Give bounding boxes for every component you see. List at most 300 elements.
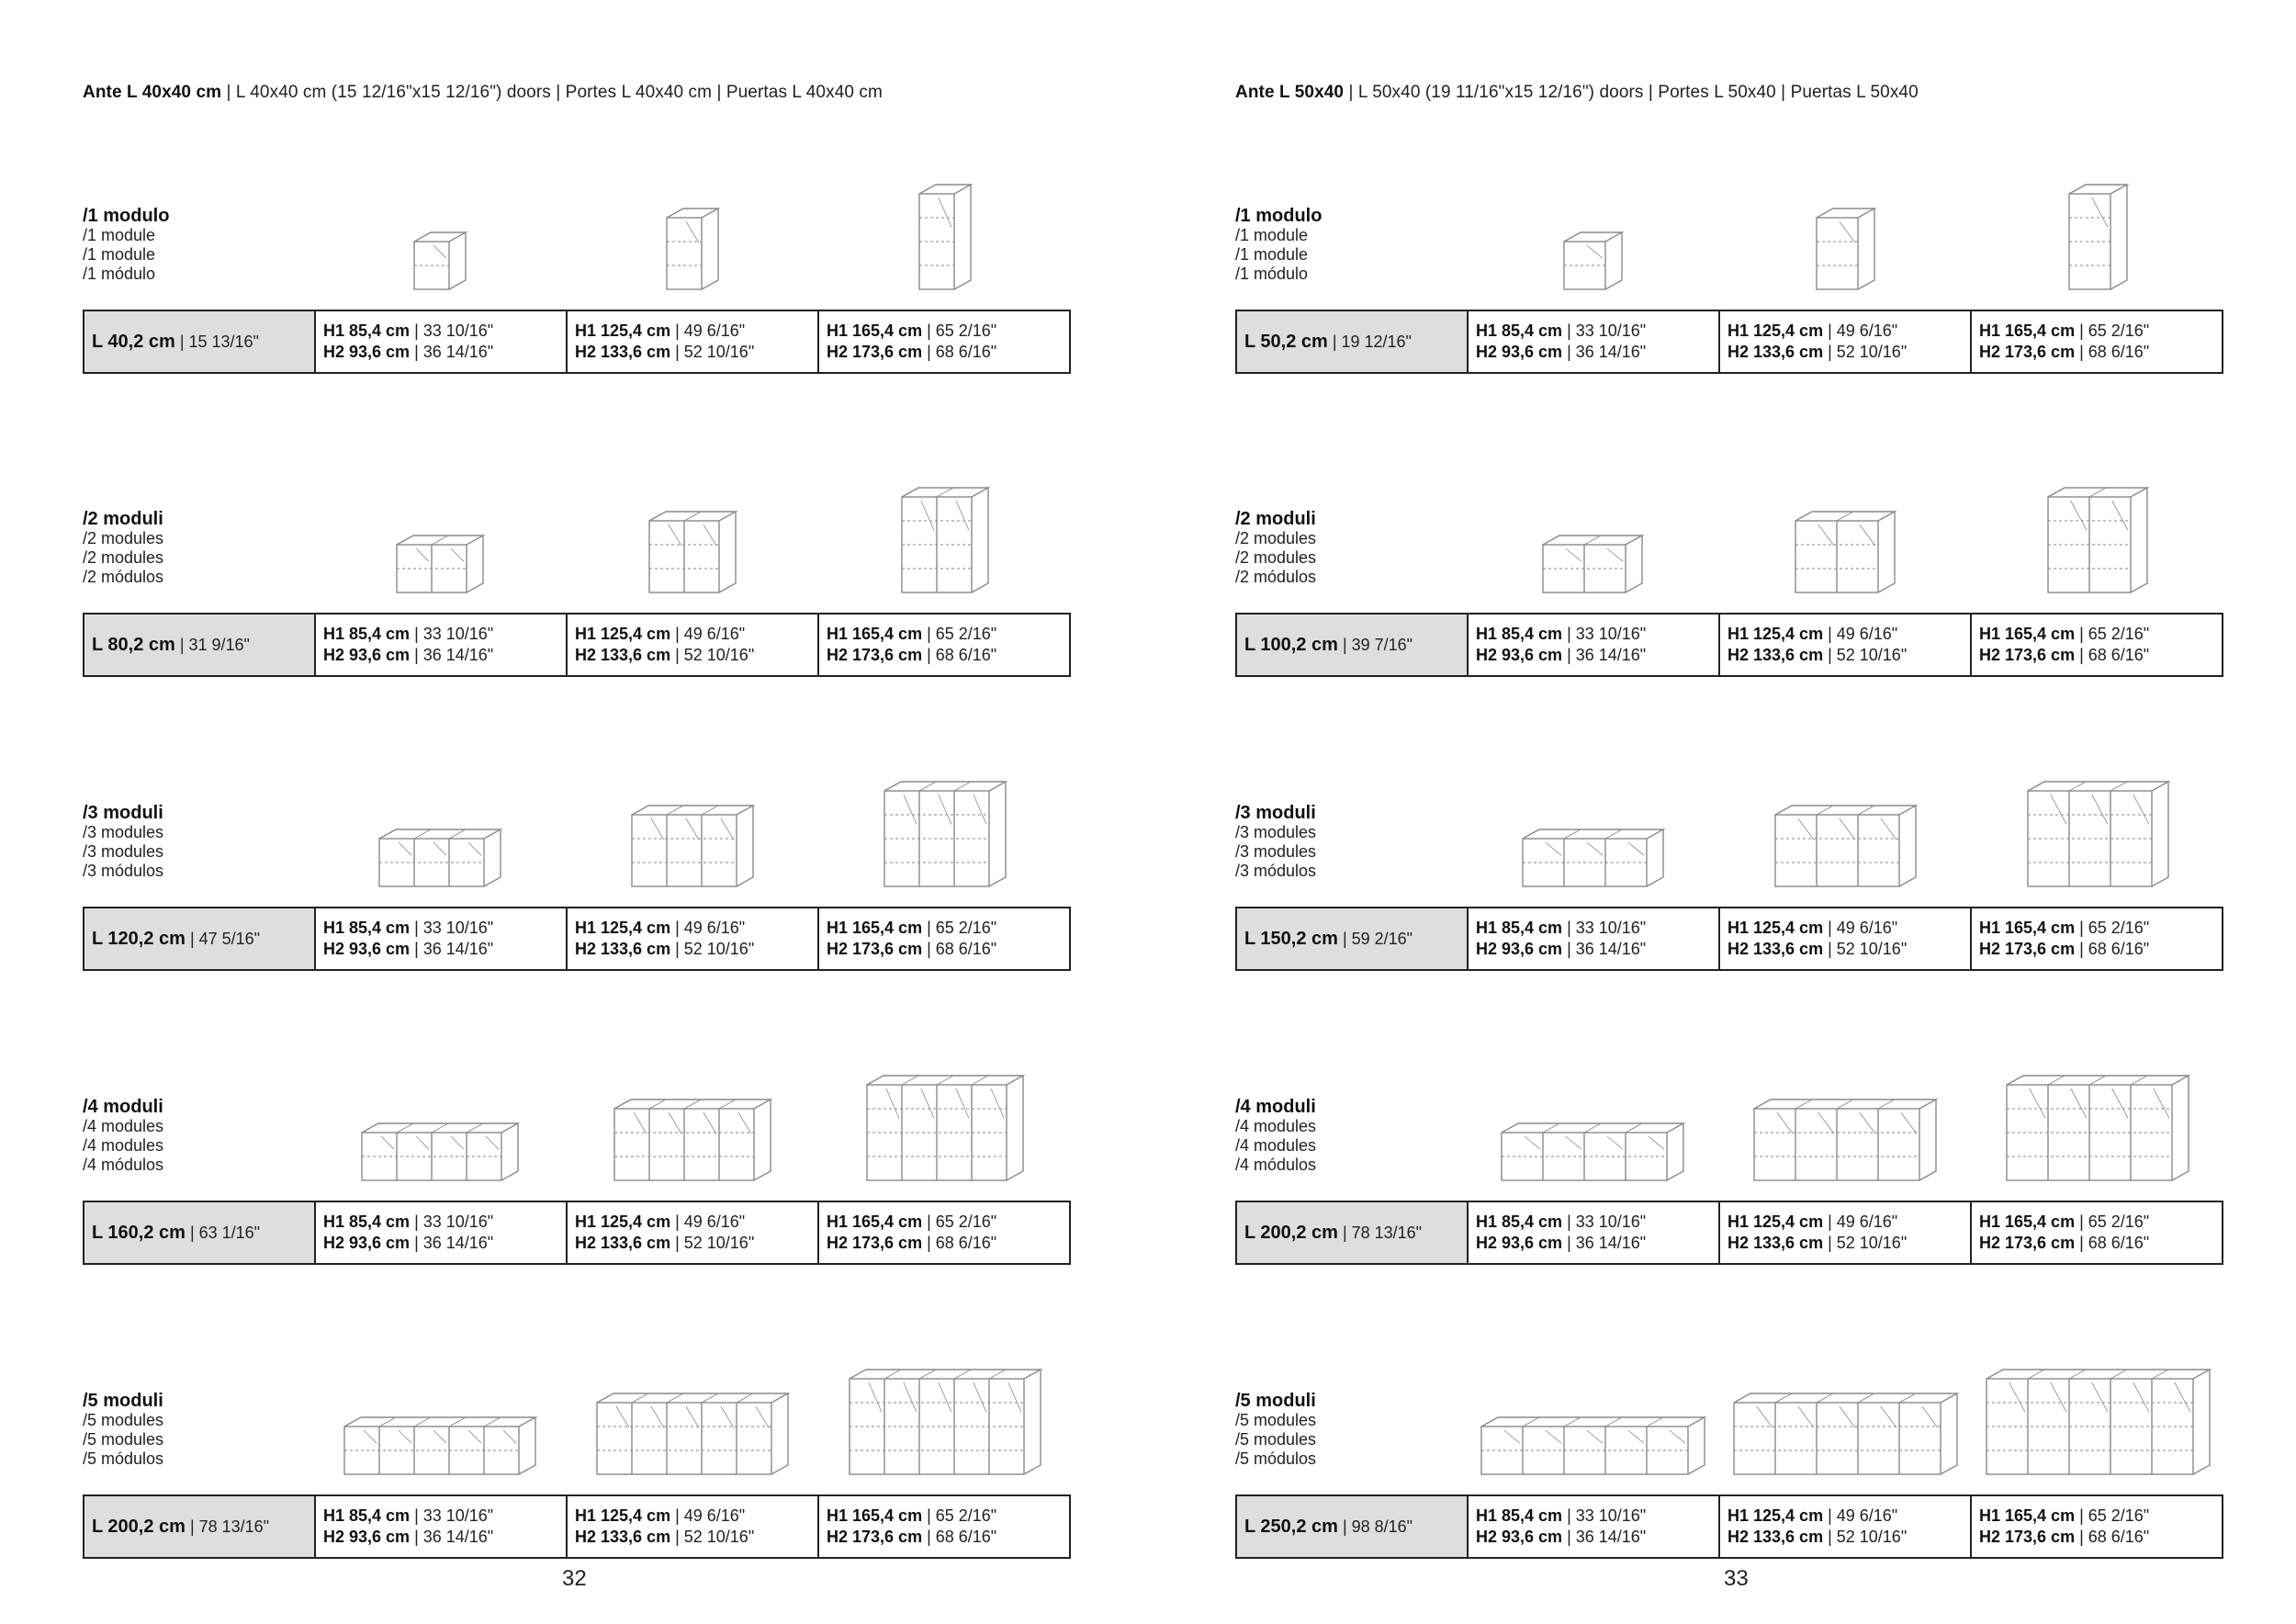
width-cm: L 40,2 cm [92, 331, 175, 352]
h1-cm: H1 85,4 cm [323, 919, 411, 937]
bookcase-drawing [1985, 1368, 2213, 1478]
height-cell [818, 310, 1070, 373]
width-cell [1236, 1495, 1468, 1558]
h2-line [575, 342, 810, 363]
height-cell [1719, 1201, 1971, 1264]
width-inches: | 15 13/16" [174, 332, 259, 351]
width-inches: | 47 5/16" [185, 929, 261, 948]
bookcase-drawing [412, 231, 469, 293]
bookcase-drawing [1480, 1415, 1708, 1478]
h2-inches: | 36 14/16" [410, 1234, 494, 1252]
h1-cm: H1 85,4 cm [1476, 1212, 1563, 1231]
module-labels [83, 1098, 163, 1175]
h2-inches: | 52 10/16" [670, 646, 755, 664]
h2-cm: H2 133,6 cm [1728, 940, 1824, 958]
height-cell [1468, 310, 1719, 373]
h1-cm: H1 165,4 cm [1979, 625, 2076, 643]
h1-cm: H1 125,4 cm [575, 1506, 671, 1525]
module-title: /1 modulo [83, 206, 170, 226]
h1-line [827, 1506, 1062, 1527]
height-cell [315, 614, 567, 676]
h2-line [827, 1527, 1062, 1548]
h1-inches: | 33 10/16" [1562, 919, 1647, 937]
height-cell [1971, 310, 2223, 373]
h2-inches: | 52 10/16" [670, 1234, 755, 1252]
h1-line [827, 1212, 1062, 1233]
h1-cm: H1 165,4 cm [827, 321, 923, 340]
width-cm: L 200,2 cm [1244, 1222, 1338, 1243]
h2-line [323, 939, 558, 960]
module-translation: /3 modules [83, 842, 164, 861]
h1-inches: | 65 2/16" [2075, 625, 2150, 643]
h1-inches: | 33 10/16" [410, 625, 494, 643]
width-inches: | 98 8/16" [1337, 1517, 1413, 1536]
bookcase-drawing [1500, 1122, 1687, 1184]
height-cell [818, 1201, 1070, 1264]
height-cell [1468, 614, 1719, 676]
h2-inches: | 52 10/16" [1823, 646, 1908, 664]
module-translation: /2 módulos [1235, 568, 1317, 586]
h1-line [575, 321, 810, 342]
h2-cm: H2 133,6 cm [575, 1234, 671, 1252]
page-header [83, 83, 883, 103]
dimensions-table [83, 1201, 1071, 1265]
h2-line [323, 1233, 558, 1254]
bookcase-drawing [883, 780, 1009, 890]
h2-inches: | 68 6/16" [922, 1234, 997, 1252]
width-cell [84, 614, 315, 676]
module-translation: /5 modules [83, 1411, 164, 1429]
width-inches: | 19 12/16" [1327, 332, 1412, 351]
h2-line [1979, 1527, 2214, 1548]
h1-inches: | 33 10/16" [1562, 625, 1647, 643]
h2-cm: H2 173,6 cm [1979, 940, 2076, 958]
h1-cm: H1 85,4 cm [1476, 1506, 1563, 1525]
h1-inches: | 49 6/16" [670, 1212, 746, 1231]
h1-line [1979, 1506, 2214, 1527]
h1-cm: H1 85,4 cm [1476, 625, 1563, 643]
module-translation: /5 módulos [83, 1449, 164, 1468]
h2-inches: | 36 14/16" [1562, 1528, 1647, 1546]
h1-inches: | 65 2/16" [922, 1212, 997, 1231]
dimensions-table [83, 907, 1071, 971]
height-cell [818, 1495, 1070, 1558]
module-title: /1 modulo [1235, 206, 1322, 226]
module-translation: /4 modules [1235, 1136, 1317, 1155]
bookcase-drawing [865, 1074, 1027, 1184]
h2-cm: H2 173,6 cm [827, 343, 923, 361]
width-cm: L 50,2 cm [1244, 331, 1328, 352]
h2-cm: H2 93,6 cm [323, 1234, 411, 1252]
dimensions-table [1235, 310, 2223, 374]
width-cm: L 200,2 cm [92, 1516, 186, 1537]
bookcase-drawing [360, 1122, 522, 1184]
h2-line [323, 645, 558, 666]
h1-inches: | 49 6/16" [670, 321, 746, 340]
bookcase-drawing [647, 510, 739, 596]
h1-cm: H1 125,4 cm [1728, 1506, 1824, 1525]
h2-cm: H2 93,6 cm [1476, 1528, 1563, 1546]
h1-line [323, 1506, 558, 1527]
width-inches: | 78 13/16" [1337, 1223, 1423, 1242]
height-cell [1971, 1495, 2223, 1558]
h1-inches: | 49 6/16" [1823, 919, 1898, 937]
width-cm: L 100,2 cm [1244, 634, 1338, 655]
height-cell [1719, 614, 1971, 676]
h1-cm: H1 165,4 cm [1979, 321, 2076, 340]
bookcase-drawing [377, 828, 504, 890]
bookcase-drawing [1794, 510, 1898, 596]
module-translation: /4 módulos [83, 1156, 164, 1174]
h1-cm: H1 125,4 cm [1728, 1212, 1824, 1231]
h2-inches: | 36 14/16" [1562, 940, 1647, 958]
h2-cm: H2 93,6 cm [1476, 940, 1563, 958]
height-cell [567, 908, 818, 970]
h2-cm: H2 133,6 cm [1728, 646, 1824, 664]
bookcase-drawing [2005, 1074, 2192, 1184]
height-cell [818, 908, 1070, 970]
h1-line [575, 1212, 810, 1233]
h2-cm: H2 133,6 cm [575, 940, 671, 958]
h2-line [575, 1233, 810, 1254]
h1-inches: | 65 2/16" [922, 625, 997, 643]
h1-inches: | 33 10/16" [410, 919, 494, 937]
h1-cm: H1 165,4 cm [827, 919, 923, 937]
h1-cm: H1 125,4 cm [575, 1212, 671, 1231]
h2-inches: | 36 14/16" [410, 940, 494, 958]
h2-line [1979, 645, 2214, 666]
h1-cm: H1 125,4 cm [575, 321, 671, 340]
module-translation: /5 modules [83, 1430, 164, 1449]
h1-line [575, 1506, 810, 1527]
width-inches: | 59 2/16" [1337, 929, 1413, 948]
h2-cm: H2 93,6 cm [323, 646, 411, 664]
h1-inches: | 65 2/16" [2075, 1506, 2150, 1525]
bookcase-drawing [1815, 207, 1878, 293]
h2-line [323, 1527, 558, 1548]
h1-line [323, 321, 558, 342]
h1-inches: | 33 10/16" [410, 1212, 494, 1231]
h2-line [575, 1527, 810, 1548]
dimensions-table [83, 310, 1071, 374]
module-labels [1235, 207, 1322, 284]
bookcase-drawing [1732, 1392, 1961, 1478]
bookcase-drawing [343, 1415, 539, 1478]
h2-inches: | 68 6/16" [2075, 646, 2150, 664]
h2-inches: | 68 6/16" [922, 1528, 997, 1546]
h2-line [827, 939, 1062, 960]
module-title: /5 moduli [1235, 1391, 1316, 1411]
h1-line [1728, 1212, 1963, 1233]
module-translation: /3 modules [83, 823, 164, 841]
height-cell [818, 614, 1070, 676]
bookcase-drawing [2026, 780, 2172, 890]
h1-inches: | 49 6/16" [1823, 321, 1898, 340]
height-cell [1468, 1495, 1719, 1558]
h1-inches: | 33 10/16" [1562, 321, 1647, 340]
header-title: Ante L 50x40 [1235, 83, 1345, 102]
module-translation: /5 modules [1235, 1430, 1317, 1449]
height-cell [1468, 908, 1719, 970]
h2-line [1979, 1233, 2214, 1254]
page-number: 32 [562, 1566, 587, 1591]
h2-cm: H2 93,6 cm [1476, 343, 1563, 361]
width-cm: L 120,2 cm [92, 928, 186, 949]
module-labels [83, 1392, 163, 1469]
h2-cm: H2 133,6 cm [575, 343, 671, 361]
h1-inches: | 49 6/16" [1823, 1506, 1898, 1525]
bookcase-drawing [665, 207, 722, 293]
h1-inches: | 65 2/16" [922, 321, 997, 340]
h1-line [827, 918, 1062, 939]
h1-cm: H1 165,4 cm [1979, 1212, 2076, 1231]
module-labels [1235, 1098, 1316, 1175]
h2-cm: H2 133,6 cm [1728, 1528, 1824, 1546]
header-title: Ante L 40x40 cm [83, 83, 222, 102]
h1-inches: | 49 6/16" [670, 625, 746, 643]
h2-inches: | 52 10/16" [1823, 1528, 1908, 1546]
h1-cm: H1 125,4 cm [1728, 919, 1824, 937]
module-labels [1235, 804, 1316, 881]
module-translation: /3 modules [1235, 823, 1317, 841]
h1-cm: H1 85,4 cm [1476, 919, 1563, 937]
module-translation: /4 modules [1235, 1117, 1317, 1135]
h2-line [575, 645, 810, 666]
width-inches: | 31 9/16" [174, 635, 250, 654]
h2-inches: | 68 6/16" [2075, 1234, 2150, 1252]
h2-cm: H2 93,6 cm [1476, 646, 1563, 664]
h1-cm: H1 85,4 cm [1476, 321, 1563, 340]
h1-cm: H1 165,4 cm [1979, 919, 2076, 937]
bookcase-drawing [900, 486, 992, 596]
h2-inches: | 36 14/16" [1562, 1234, 1647, 1252]
module-translation: /1 module [83, 226, 156, 244]
width-cm: L 160,2 cm [92, 1222, 186, 1243]
h1-inches: | 65 2/16" [922, 1506, 997, 1525]
h2-cm: H2 173,6 cm [827, 646, 923, 664]
h1-line [1476, 624, 1711, 645]
dimensions-table [1235, 907, 2223, 971]
h2-line [827, 645, 1062, 666]
h1-cm: H1 85,4 cm [323, 1212, 411, 1231]
h1-cm: H1 85,4 cm [323, 625, 411, 643]
h1-cm: H1 165,4 cm [1979, 1506, 2076, 1525]
h2-inches: | 52 10/16" [670, 1528, 755, 1546]
h1-line [1728, 624, 1963, 645]
height-cell [567, 310, 818, 373]
h1-line [827, 321, 1062, 342]
width-cell [84, 310, 315, 373]
h2-inches: | 36 14/16" [410, 646, 494, 664]
width-cell [1236, 614, 1468, 676]
height-cell [1971, 908, 2223, 970]
module-translation: /3 módulos [83, 862, 164, 880]
height-cell [1468, 1201, 1719, 1264]
h2-line [1476, 645, 1711, 666]
h2-cm: H2 93,6 cm [323, 940, 411, 958]
module-labels [1235, 1392, 1316, 1469]
h1-cm: H1 125,4 cm [575, 919, 671, 937]
h2-cm: H2 173,6 cm [827, 940, 923, 958]
h1-cm: H1 85,4 cm [323, 321, 411, 340]
height-cell [315, 908, 567, 970]
h2-inches: | 36 14/16" [1562, 343, 1647, 361]
header-subtitle: | L 40x40 cm (15 12/16"x15 12/16") doors | Portes L 40x40 cm | Puertas L 40x40 cm [221, 83, 883, 102]
width-cell [84, 1495, 315, 1558]
module-title: /3 moduli [83, 803, 163, 823]
h2-cm: H2 133,6 cm [1728, 1234, 1824, 1252]
module-translation: /1 módulo [1235, 265, 1309, 283]
h1-inches: | 65 2/16" [2075, 1212, 2150, 1231]
width-cell [1236, 310, 1468, 373]
dimensions-table [83, 1494, 1071, 1559]
h2-line [1476, 1233, 1711, 1254]
header-subtitle: | L 50x40 (19 11/16"x15 12/16") doors | Portes L 50x40 | Puertas L 50x40 [1344, 83, 1919, 102]
module-title: /4 moduli [83, 1097, 163, 1117]
bookcase-drawing [1541, 534, 1646, 596]
height-cell [567, 614, 818, 676]
module-title: /2 moduli [83, 509, 163, 529]
h1-line [323, 918, 558, 939]
dimensions-table [1235, 613, 2223, 677]
h1-inches: | 49 6/16" [670, 1506, 746, 1525]
height-cell [567, 1495, 818, 1558]
bookcase-drawing [613, 1098, 774, 1184]
module-translation: /4 módulos [1235, 1156, 1317, 1174]
h1-line [1979, 918, 2214, 939]
width-cell [1236, 1201, 1468, 1264]
h2-inches: | 68 6/16" [922, 940, 997, 958]
bookcase-drawing [1521, 828, 1667, 890]
module-translation: /2 modules [1235, 529, 1317, 547]
h2-cm: H2 173,6 cm [827, 1528, 923, 1546]
h2-line [1728, 939, 1963, 960]
module-translation: /2 modules [1235, 548, 1317, 567]
h2-line [1476, 1527, 1711, 1548]
h1-line [1476, 1506, 1711, 1527]
width-cm: L 80,2 cm [92, 634, 175, 655]
h1-inches: | 33 10/16" [410, 1506, 494, 1525]
module-translation: /2 módulos [83, 568, 164, 586]
width-cm: L 150,2 cm [1244, 928, 1338, 949]
h1-line [575, 918, 810, 939]
h1-cm: H1 125,4 cm [1728, 625, 1824, 643]
page-header [1235, 83, 1919, 103]
width-inches: | 78 13/16" [185, 1517, 270, 1536]
module-labels [83, 804, 163, 881]
h1-line [323, 624, 558, 645]
h2-inches: | 36 14/16" [1562, 646, 1647, 664]
h2-line [1476, 342, 1711, 363]
module-translation: /3 módulos [1235, 862, 1317, 880]
h2-cm: H2 173,6 cm [1979, 646, 2076, 664]
h1-line [1728, 321, 1963, 342]
height-cell [315, 1495, 567, 1558]
h1-line [1979, 1212, 2214, 1233]
h1-inches: | 65 2/16" [922, 919, 997, 937]
h2-inches: | 68 6/16" [922, 343, 997, 361]
h2-cm: H2 173,6 cm [1979, 1528, 2076, 1546]
h2-cm: H2 93,6 cm [323, 343, 411, 361]
h1-inches: | 49 6/16" [670, 919, 746, 937]
h2-cm: H2 133,6 cm [575, 1528, 671, 1546]
h1-line [575, 624, 810, 645]
h1-inches: | 33 10/16" [1562, 1506, 1647, 1525]
module-translation: /1 module [83, 245, 156, 264]
height-cell [567, 1201, 818, 1264]
h2-line [1728, 1233, 1963, 1254]
h2-cm: H2 93,6 cm [323, 1528, 411, 1546]
width-cell [84, 908, 315, 970]
h2-inches: | 52 10/16" [1823, 940, 1908, 958]
h1-line [1728, 1506, 1963, 1527]
h2-cm: H2 93,6 cm [1476, 1234, 1563, 1252]
h1-cm: H1 125,4 cm [575, 625, 671, 643]
height-cell [1719, 310, 1971, 373]
module-translation: /5 módulos [1235, 1449, 1317, 1468]
height-cell [315, 1201, 567, 1264]
h2-inches: | 36 14/16" [410, 343, 494, 361]
bookcase-drawing [595, 1392, 792, 1478]
h1-cm: H1 165,4 cm [827, 1212, 923, 1231]
h1-line [1476, 1212, 1711, 1233]
bookcase-drawing [1562, 231, 1626, 293]
module-translation: /4 modules [83, 1117, 164, 1135]
h2-line [1476, 939, 1711, 960]
h1-cm: H1 85,4 cm [323, 1506, 411, 1525]
h2-line [827, 342, 1062, 363]
h1-inches: | 33 10/16" [410, 321, 494, 340]
module-labels [1235, 510, 1316, 587]
module-title: /4 moduli [1235, 1097, 1316, 1117]
module-translation: /1 módulo [83, 265, 156, 283]
dimensions-table [1235, 1201, 2223, 1265]
module-translation: /3 modules [1235, 842, 1317, 861]
height-cell [315, 310, 567, 373]
page-number: 33 [1724, 1566, 1749, 1591]
h2-inches: | 68 6/16" [2075, 1528, 2150, 1546]
h2-line [323, 342, 558, 363]
h1-inches: | 49 6/16" [1823, 1212, 1898, 1231]
h1-inches: | 49 6/16" [1823, 625, 1898, 643]
h2-cm: H2 173,6 cm [1979, 343, 2076, 361]
h2-inches: | 68 6/16" [2075, 343, 2150, 361]
h2-inches: | 52 10/16" [670, 343, 755, 361]
height-cell [1719, 908, 1971, 970]
height-cell [1971, 614, 2223, 676]
h2-inches: | 52 10/16" [1823, 343, 1908, 361]
page-right [1153, 0, 2296, 1624]
h2-inches: | 52 10/16" [670, 940, 755, 958]
bookcase-drawing [2046, 486, 2151, 596]
module-title: /3 moduli [1235, 803, 1316, 823]
bookcase-drawing [848, 1368, 1044, 1478]
module-translation: /1 module [1235, 226, 1309, 244]
module-title: /2 moduli [1235, 509, 1316, 529]
width-cell [84, 1201, 315, 1264]
h2-inches: | 68 6/16" [922, 646, 997, 664]
h2-inches: | 52 10/16" [1823, 1234, 1908, 1252]
h1-line [827, 624, 1062, 645]
h1-inches: | 33 10/16" [1562, 1212, 1647, 1231]
bookcase-drawing [395, 534, 487, 596]
h2-line [1979, 342, 2214, 363]
bookcase-drawing [1773, 804, 1919, 890]
h1-line [1476, 321, 1711, 342]
width-cm: L 250,2 cm [1244, 1516, 1338, 1537]
dimensions-table [83, 613, 1071, 677]
h1-cm: H1 165,4 cm [827, 1506, 923, 1525]
